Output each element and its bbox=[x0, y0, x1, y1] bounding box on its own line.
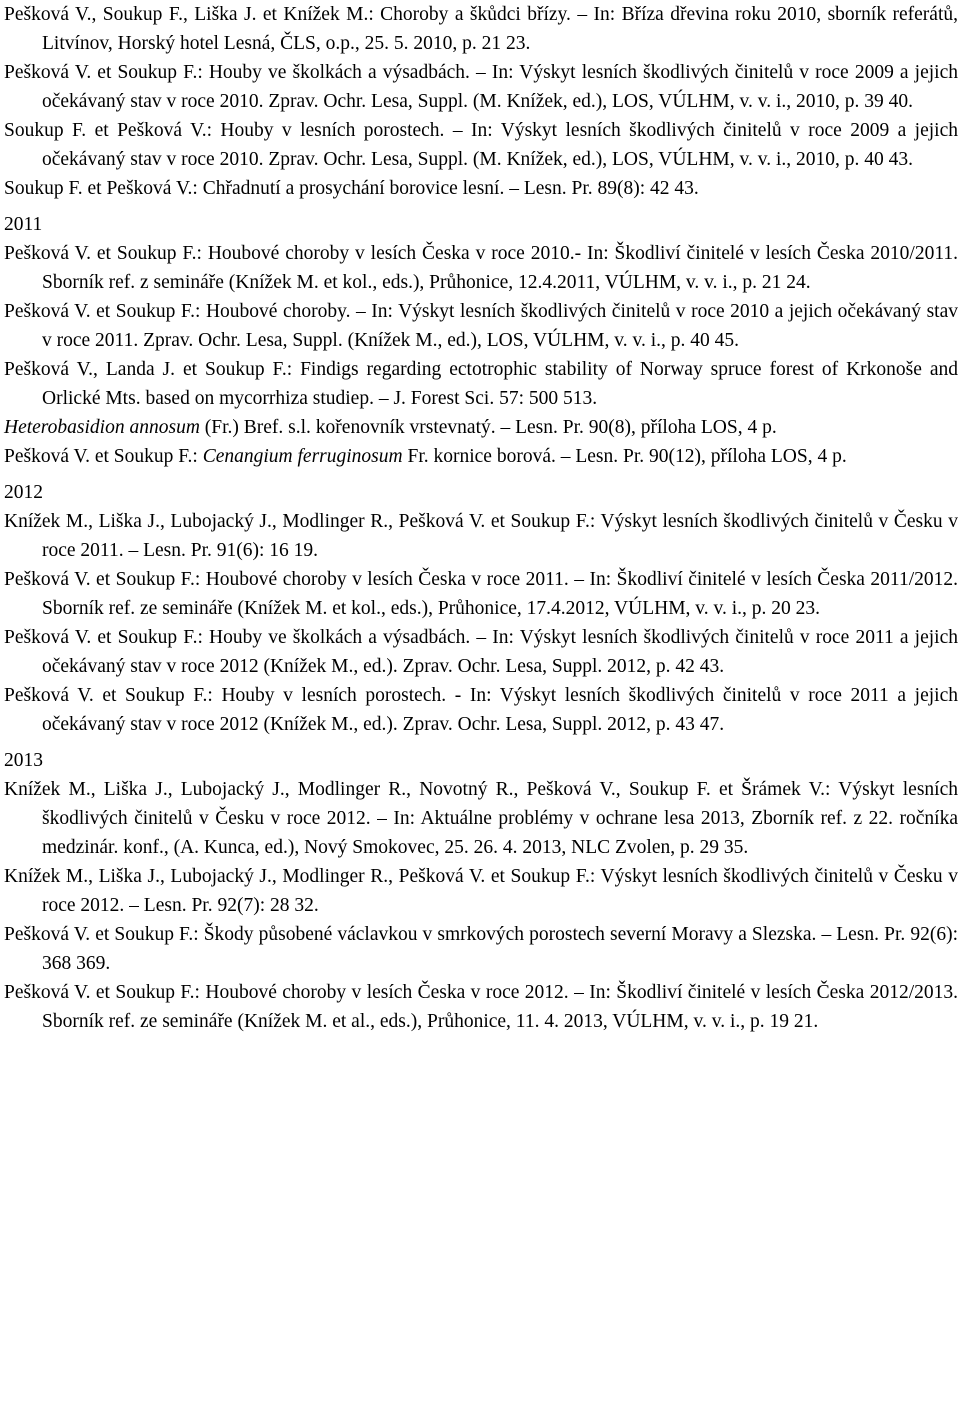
reference-text: Fr. kornice borová. – Lesn. Pr. 90(12), příloha LOS, 4 p. bbox=[402, 446, 847, 467]
year-heading-2012: 2012 bbox=[4, 482, 43, 503]
reference-entry bbox=[4, 442, 958, 471]
reference-entry: Pešková V. et Soukup F.: Houbové choroby v lesích Česka v roce 2012. – In: Škodliví činitelé v lesích Česka 2012/2013. Sborník ref. ze semináře (Knížek M. et al., eds.), Průhonice, 11. 4. 2013, VÚLHM, v. v. i., p. 19 21. bbox=[4, 982, 958, 1032]
reference-entry: Knížek M., Liška J., Lubojacký J., Modlinger R., Pešková V. et Soukup F.: Výskyt lesních škodlivých činitelů v Česku v roce 2012. – Lesn. Pr. 92(7): 28 32. bbox=[4, 866, 958, 916]
reference-entry: Pešková V. et Soukup F.: Houbové choroby. – In: Výskyt lesních škodlivých činitelů v roce 2010 a jejich očekávaný stav v roce 2011. Zprav. Ochr. Lesa, Suppl. (Knížek M., ed.), LOS, VÚLHM, v. v. i., p. 40 45. bbox=[4, 301, 958, 351]
year-heading-2013: 2013 bbox=[4, 750, 43, 771]
reference-entry: Soukup F. et Pešková V.: Houby v lesních porostech. – In: Výskyt lesních škodlivých činitelů v roce 2009 a jejich očekávaný stav v roce 2010. Zprav. Ochr. Lesa, Suppl. (M. Knížek, ed.), LOS, VÚLHM, v. v. i., 2010, p. 40 43. bbox=[4, 120, 958, 170]
reference-entry: Pešková V., Soukup F., Liška J. et Knížek M.: Choroby a škůdci břízy. – In: Bříza dřevina roku 2010, sborník referátů, Litvínov, Horský hotel Lesná, ČLS, o.p., 25. 5. 2010, p. 21 23. bbox=[4, 4, 958, 54]
reference-entry: Knížek M., Liška J., Lubojacký J., Modlinger R., Novotný R., Pešková V., Soukup F. et Šrámek V.: Výskyt lesních škodlivých činitelů v Česku v roce 2012. – In: Aktuálne problémy v ochrane lesa 2013, Zborník ref. z 22. ročníka medzinár. konf., (A. Kunca, ed.), Nový Smokovec, 25. 26. 4. 2013, NLC Zvolen, p. 29 35. bbox=[4, 779, 958, 858]
species-name: Cenangium ferruginosum bbox=[202, 446, 403, 467]
year-heading-2011: 2011 bbox=[4, 214, 43, 235]
reference-entry: Pešková V. et Soukup F.: Houby v lesních porostech. - In: Výskyt lesních škodlivých činitelů v roce 2011 a jejich očekávaný stav v roce 2012 (Knížek M., ed.). Zprav. Ochr. Lesa, Suppl. 2012, p. 43 47. bbox=[4, 685, 958, 735]
reference-authors: Pešková V. et Soukup F.: bbox=[4, 446, 203, 467]
reference-entry: Pešková V. et Soukup F.: Škody působené václavkou v smrkových porostech severní Moravy a Slezska. – Lesn. Pr. 92(6): 368 369. bbox=[4, 924, 958, 974]
reference-entry: Pešková V. et Soukup F.: Houby ve školkách a výsadbách. – In: Výskyt lesních škodlivých činitelů v roce 2009 a jejich očekávaný stav v roce 2010. Zprav. Ochr. Lesa, Suppl. (M. Knížek, ed.), LOS, VÚLHM, v. v. i., 2010, p. 39 40. bbox=[4, 62, 958, 112]
species-name: Heterobasidion annosum bbox=[4, 417, 200, 438]
reference-entry: Soukup F. et Pešková V.: Chřadnutí a prosychání borovice lesní. – Lesn. Pr. 89(8): 42 43. bbox=[4, 178, 699, 199]
reference-text: (Fr.) Bref. s.l. kořenovník vrstevnatý. – Lesn. Pr. 90(8), příloha LOS, 4 p. bbox=[199, 417, 777, 438]
reference-entry bbox=[4, 413, 958, 442]
reference-entry: Pešková V. et Soukup F.: Houbové choroby v lesích Česka v roce 2010.- In: Škodliví činitelé v lesích Česka 2010/2011. Sborník ref. z semináře (Knížek M. et kol., eds.), Průhonice, 12.4.2011, VÚLHM, v. v. i., p. 21 24. bbox=[4, 243, 958, 293]
reference-entry: Pešková V. et Soukup F.: Houby ve školkách a výsadbách. – In: Výskyt lesních škodlivých činitelů v roce 2011 a jejich očekávaný stav v roce 2012 (Knížek M., ed.). Zprav. Ochr. Lesa, Suppl. 2012, p. 42 43. bbox=[4, 627, 958, 677]
reference-entry: Knížek M., Liška J., Lubojacký J., Modlinger R., Pešková V. et Soukup F.: Výskyt lesních škodlivých činitelů v Česku v roce 2011. – Lesn. Pr. 91(6): 16 19. bbox=[4, 511, 958, 561]
reference-entry: Pešková V., Landa J. et Soukup F.: Findigs regarding ectotrophic stability of Norway spruce forest of Krkonoše and Orlické Mts. based on mycorrhiza studiep. – J. Forest Sci. 57: 500 513. bbox=[4, 359, 958, 409]
reference-entry: Pešková V. et Soukup F.: Houbové choroby v lesích Česka v roce 2011. – In: Škodliví činitelé v lesích Česka 2011/2012. Sborník ref. ze semináře (Knížek M. et kol., eds.), Průhonice, 17.4.2012, VÚLHM, v. v. i., p. 20 23. bbox=[4, 569, 958, 619]
